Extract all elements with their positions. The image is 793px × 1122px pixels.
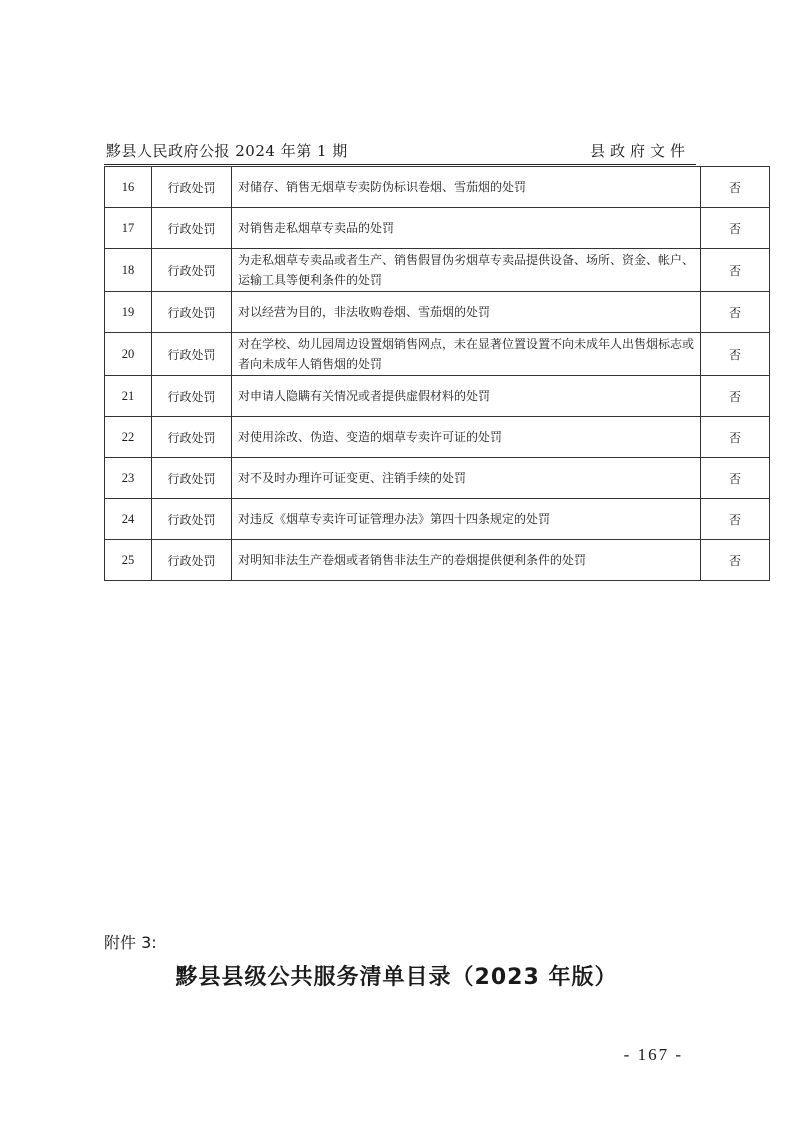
- item-flag: 否: [701, 376, 770, 417]
- item-flag: 否: [701, 249, 770, 292]
- item-name: 对不及时办理许可证变更、注销手续的处罚: [232, 458, 701, 499]
- row-number: 25: [105, 540, 152, 581]
- item-name: 对储存、销售无烟草专卖防伪标识卷烟、雪茄烟的处罚: [232, 167, 701, 208]
- bulletin-issue-title: 黟县人民政府公报 2024 年第 1 期: [106, 142, 348, 160]
- item-name: 对违反《烟草专卖许可证管理办法》第四十四条规定的处罚: [232, 499, 701, 540]
- item-type: 行政处罚: [152, 292, 232, 333]
- row-number: 20: [105, 333, 152, 376]
- item-name: 对申请人隐瞒有关情况或者提供虚假材料的处罚: [232, 376, 701, 417]
- item-name: 对明知非法生产卷烟或者销售非法生产的卷烟提供便利条件的处罚: [232, 540, 701, 581]
- item-type: 行政处罚: [152, 499, 232, 540]
- item-flag: 否: [701, 417, 770, 458]
- section-label: 县政府文件: [589, 142, 690, 160]
- row-number: 17: [105, 208, 152, 249]
- table-row: [105, 249, 770, 292]
- item-name: 对以经营为目的，非法收购卷烟、雪茄烟的处罚: [232, 292, 701, 333]
- item-flag: 否: [701, 333, 770, 376]
- item-type: 行政处罚: [152, 167, 232, 208]
- penalty-items-table: [104, 166, 770, 581]
- row-number: 23: [105, 458, 152, 499]
- row-number: 22: [105, 417, 152, 458]
- row-number: 18: [105, 249, 152, 292]
- table-row: [105, 376, 770, 417]
- table-row: [105, 540, 770, 581]
- item-type: 行政处罚: [152, 333, 232, 376]
- row-number: 19: [105, 292, 152, 333]
- item-flag: 否: [701, 292, 770, 333]
- item-name: 为走私烟草专卖品或者生产、销售假冒伪劣烟草专卖品提供设备、场所、资金、帐户、运输工具等便利条件的处罚: [232, 249, 701, 292]
- list-title: 黟县县级公共服务清单目录（2023 年版）: [175, 965, 618, 990]
- row-number: 24: [105, 499, 152, 540]
- table-row: [105, 292, 770, 333]
- item-name: 对销售走私烟草专卖品的处罚: [232, 208, 701, 249]
- row-number: 21: [105, 376, 152, 417]
- item-flag: 否: [701, 458, 770, 499]
- item-flag: 否: [701, 499, 770, 540]
- row-number: 16: [105, 167, 152, 208]
- item-type: 行政处罚: [152, 417, 232, 458]
- item-name: 对在学校、幼儿园周边设置烟销售网点，未在显著位置设置不向未成年人出售烟标志或者向未成年人销售烟的处罚: [232, 333, 701, 376]
- table-row: [105, 458, 770, 499]
- appendix-label: 附件 3:: [104, 933, 157, 952]
- item-flag: 否: [701, 540, 770, 581]
- item-name: 对使用涂改、伪造、变造的烟草专卖许可证的处罚: [232, 417, 701, 458]
- table-row: [105, 208, 770, 249]
- page-number: - 167 -: [623, 1045, 683, 1064]
- item-type: 行政处罚: [152, 376, 232, 417]
- table-row: [105, 499, 770, 540]
- item-type: 行政处罚: [152, 458, 232, 499]
- item-type: 行政处罚: [152, 249, 232, 292]
- table-row: [105, 167, 770, 208]
- item-type: 行政处罚: [152, 540, 232, 581]
- item-flag: 否: [701, 208, 770, 249]
- item-type: 行政处罚: [152, 208, 232, 249]
- running-header: [104, 140, 696, 165]
- table-row: [105, 333, 770, 376]
- item-flag: 否: [701, 167, 770, 208]
- table-row: [105, 417, 770, 458]
